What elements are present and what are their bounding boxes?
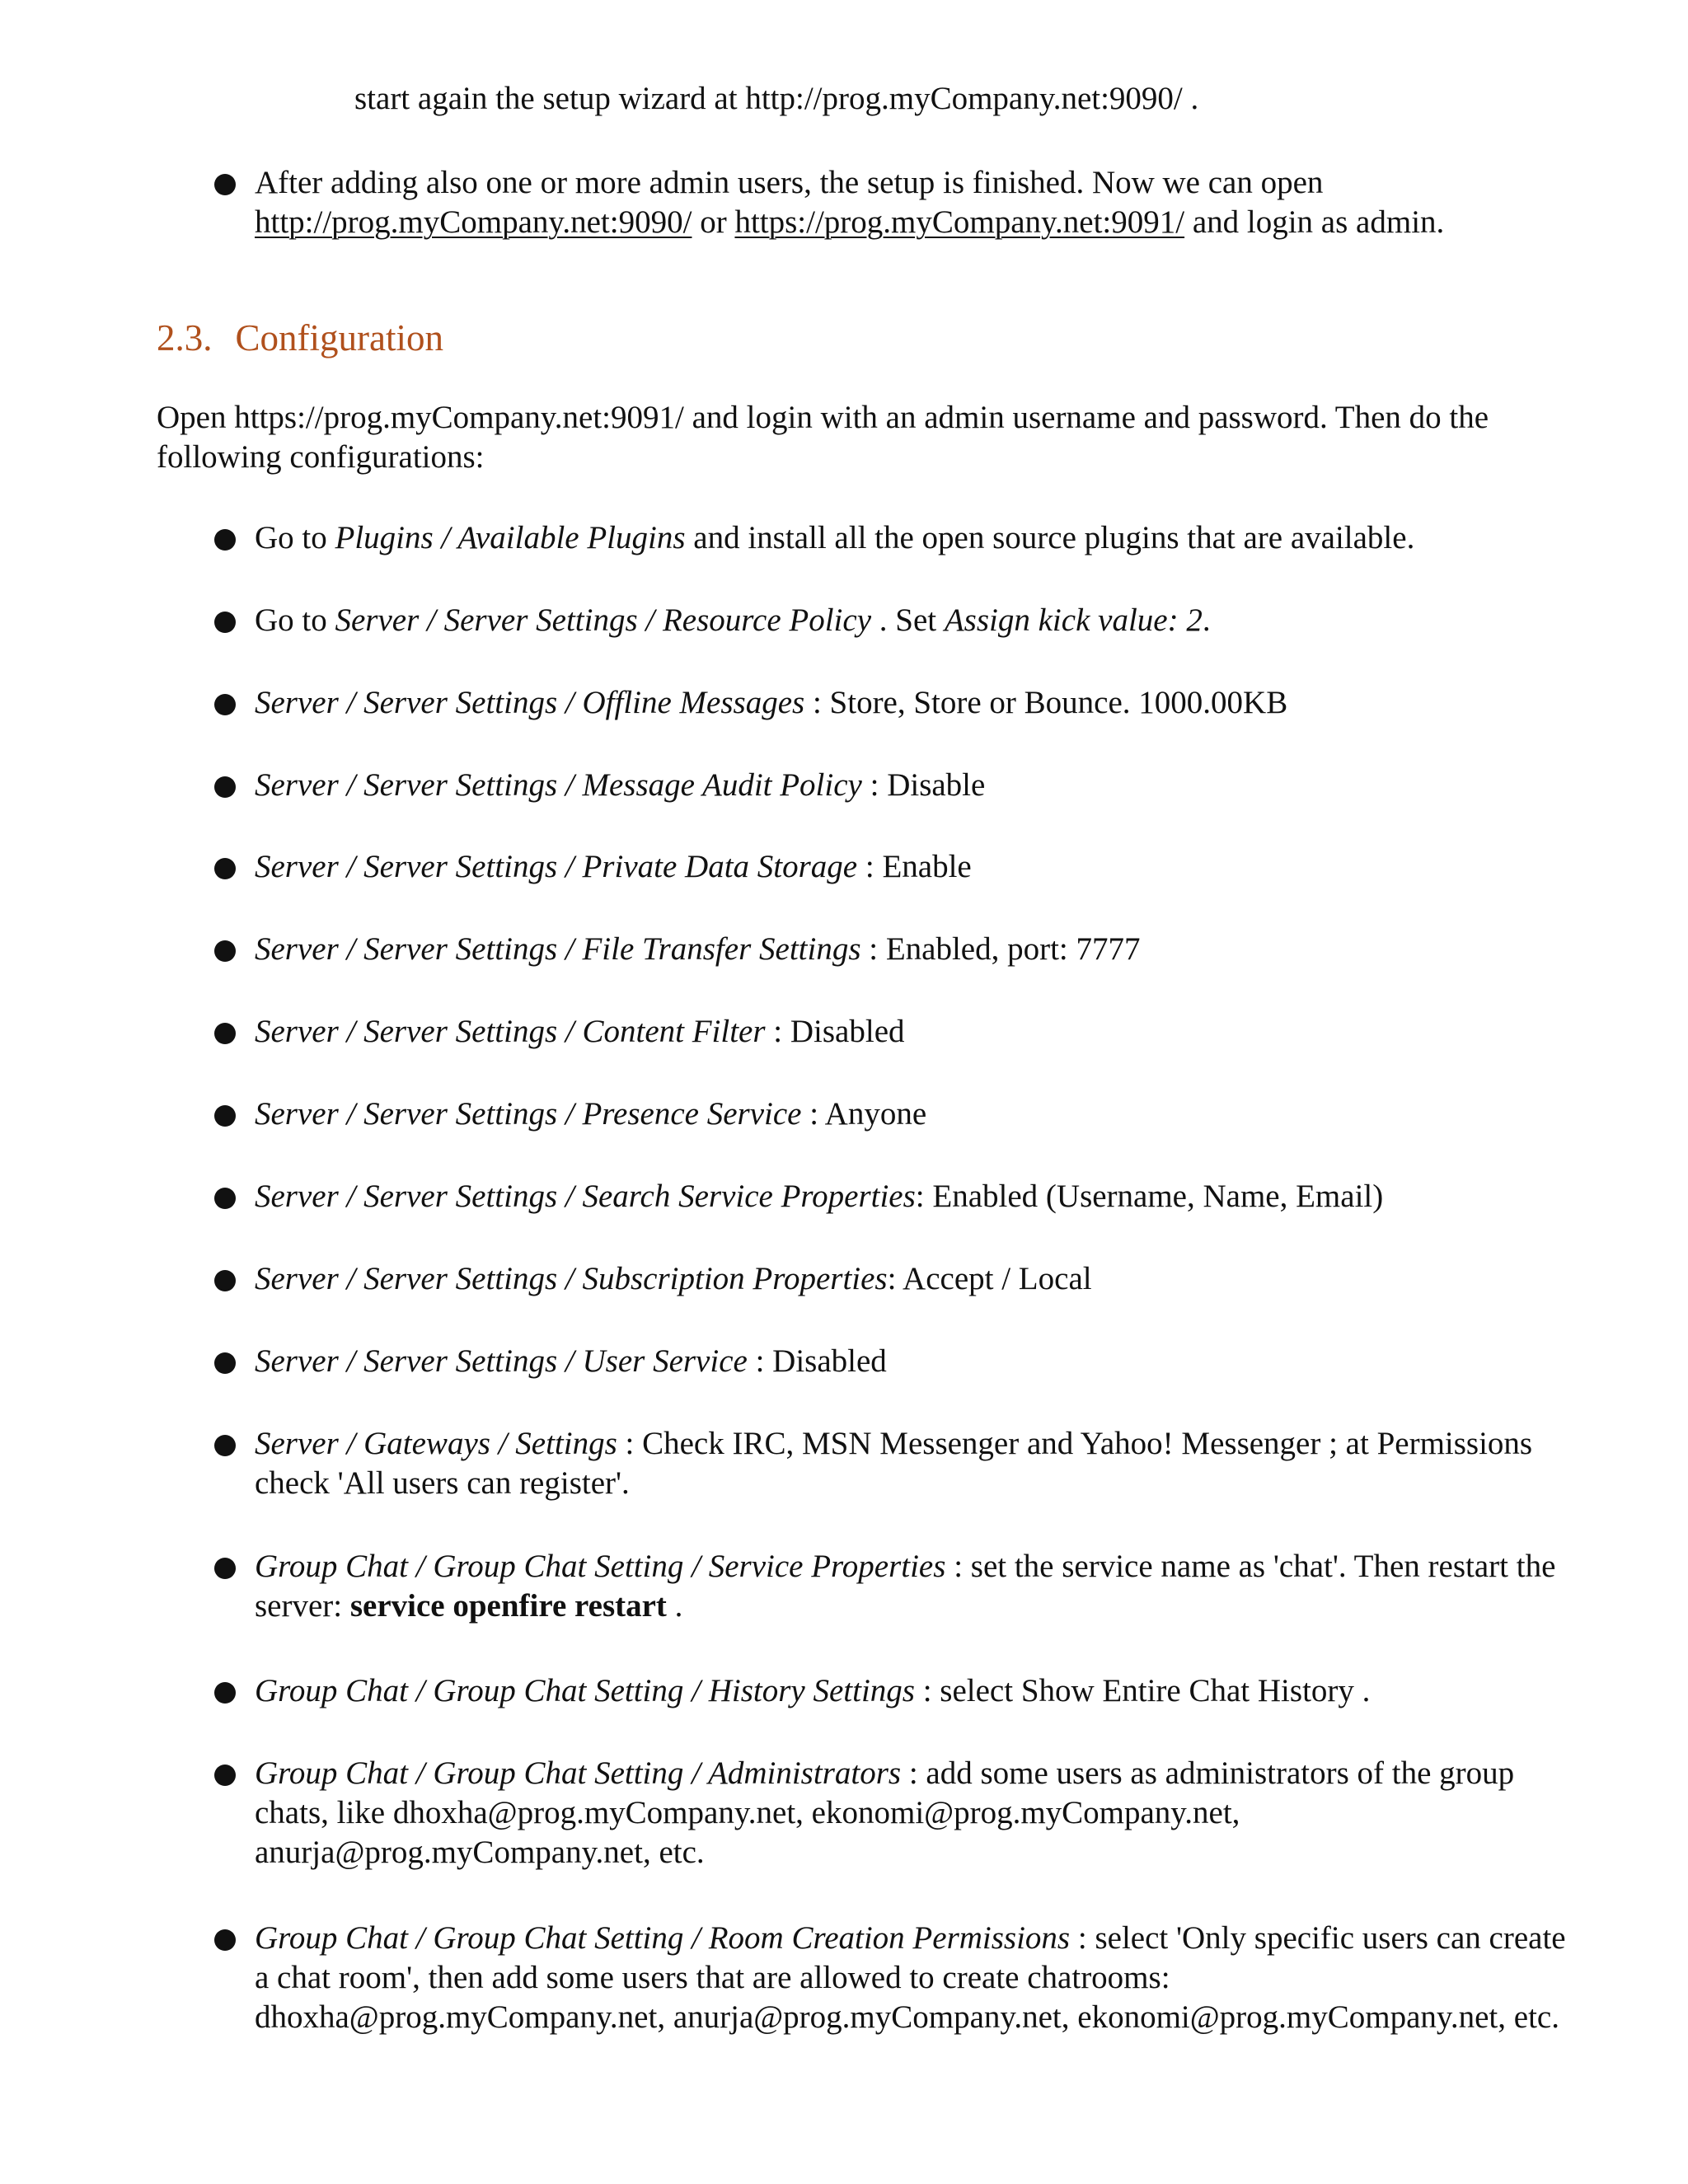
config-item-line xyxy=(255,766,985,805)
config-item-value: : set the service name as 'chat'. Then restart the xyxy=(945,1549,1556,1584)
config-item-line xyxy=(255,518,1414,558)
config-item-value: : Disabled xyxy=(765,1014,905,1049)
bullet-icon xyxy=(214,940,236,962)
bullet-icon xyxy=(214,694,236,715)
config-item-value: : select 'Only specific users can create xyxy=(1070,1920,1566,1956)
config-item-path: Plugins / Available Plugins xyxy=(335,520,686,555)
config-item-prefix: Go to xyxy=(255,520,335,555)
config-item-continuation: chats, like dhoxha@prog.myCompany.net, ekonomi@prog.myCompany.net, xyxy=(255,1795,1240,1830)
config-item-continuation: dhoxha@prog.myCompany.net, anurja@prog.myCompany.net, ekonomi@prog.myCompany.net, etc. xyxy=(255,1999,1559,2035)
config-item-value: : Disable xyxy=(861,767,986,803)
restart-command: service openfire restart xyxy=(349,1588,667,1624)
or-text: or xyxy=(692,204,735,240)
config-item-path: Server / Server Settings / Content Filter xyxy=(255,1014,766,1049)
bullet-icon xyxy=(214,174,236,195)
config-item-suffix: . xyxy=(1202,602,1211,638)
config-item-value: : Accept / Local xyxy=(887,1261,1092,1296)
config-item-line xyxy=(255,1094,926,1134)
config-item-continuation: check 'All users can register'. xyxy=(255,1465,630,1501)
config-item-line xyxy=(255,1586,1555,1626)
config-item-line xyxy=(255,601,1211,640)
config-item-continuation: a chat room', then add some users that are allowed to create chatrooms: xyxy=(255,1960,1170,1995)
config-item-prefix: Go to xyxy=(255,602,335,638)
bullet-icon xyxy=(214,1188,236,1209)
bullet-icon xyxy=(214,1682,236,1704)
config-item-value: . Set xyxy=(871,602,945,638)
config-item-line xyxy=(255,847,972,887)
bullet-icon xyxy=(214,1352,236,1374)
config-item-line xyxy=(255,1177,1383,1216)
config-item-path: Server / Server Settings / Presence Service xyxy=(255,1096,802,1132)
config-item-path: Server / Server Settings / Search Service Properties xyxy=(255,1179,916,1214)
config-item-line xyxy=(255,1793,1514,1833)
bullet-icon xyxy=(214,1270,236,1291)
config-item-line xyxy=(255,1998,1566,2037)
bullet-icon xyxy=(214,1765,236,1786)
setup-line-1: After adding also one or more admin users, the setup is finished. Now we can open xyxy=(255,165,1324,200)
admin-link-https[interactable]: https://prog.myCompany.net:9091/ xyxy=(734,204,1185,240)
config-item-line xyxy=(255,1424,1532,1464)
config-item-path: Server / Server Settings / File Transfer Settings xyxy=(255,931,861,967)
config-item-value: : Enabled, port: 7777 xyxy=(860,931,1141,967)
section-heading xyxy=(157,315,443,361)
config-item-line xyxy=(255,1671,1370,1711)
config-item-line xyxy=(255,1547,1555,1586)
config-item-path: Server / Server Settings / Message Audit Policy xyxy=(255,767,862,803)
setup-tail: and login as admin. xyxy=(1184,204,1445,240)
config-item-path: Server / Server Settings / User Service xyxy=(255,1343,748,1379)
intro-line: start again the setup wizard at http://prog.myCompany.net:9090/ . xyxy=(354,81,1199,116)
admin-link-http[interactable]: http://prog.myCompany.net:9090/ xyxy=(255,204,692,240)
config-item-value: : Anyone xyxy=(801,1096,927,1132)
config-item-line xyxy=(255,683,1287,723)
bullet-icon xyxy=(214,612,236,633)
config-item-path: Server / Server Settings / Resource Policy xyxy=(335,602,872,638)
config-item-path: Server / Server Settings / Subscription Properties xyxy=(255,1261,888,1296)
config-item-path: Group Chat / Group Chat Setting / Room Creation Permissions xyxy=(255,1920,1071,1956)
config-item-line xyxy=(255,1833,1514,1872)
section-number: 2.3. xyxy=(157,317,213,359)
config-item-line xyxy=(255,1259,1092,1299)
config-item-value: : Enabled (Username, Name, Email) xyxy=(915,1179,1384,1214)
config-item-line xyxy=(255,1012,905,1052)
config-item-continuation: anurja@prog.myCompany.net, etc. xyxy=(255,1835,705,1870)
config-item-path: Group Chat / Group Chat Setting / History Settings xyxy=(255,1673,915,1708)
paragraph-line-2: following configurations: xyxy=(157,439,485,475)
intro-paragraph xyxy=(157,398,1489,477)
bullet-icon xyxy=(214,1105,236,1127)
config-item-value: : add some users as administrators of the group xyxy=(901,1755,1515,1791)
setup-line-2 xyxy=(255,203,1444,242)
bullet-icon xyxy=(214,776,236,798)
bullet-icon xyxy=(214,529,236,551)
config-item-value: : select Show Entire Chat History . xyxy=(914,1673,1371,1708)
config-item-line xyxy=(255,1919,1566,1958)
bullet-icon xyxy=(214,1023,236,1044)
config-item-line xyxy=(255,1754,1514,1793)
config-item-line xyxy=(255,1342,887,1381)
config-item-value: : Check IRC, MSN Messenger and Yahoo! Messenger ; at Permissions xyxy=(617,1426,1533,1461)
config-item-value: : Store, Store or Bounce. 1000.00KB xyxy=(804,685,1288,720)
config-item-continuation: server: xyxy=(255,1588,350,1624)
config-item-setting: Assign kick value: 2 xyxy=(944,602,1203,638)
config-item-path: Server / Server Settings / Private Data Storage xyxy=(255,849,858,884)
config-item-value: and install all the open source plugins that are available. xyxy=(685,520,1415,555)
config-item-line xyxy=(255,1958,1566,1998)
config-item-line xyxy=(255,930,1141,969)
config-item-path: Group Chat / Group Chat Setting / Service Properties xyxy=(255,1549,946,1584)
bullet-icon xyxy=(214,1558,236,1579)
paragraph-line-1: Open https://prog.myCompany.net:9091/ and login with an admin username and password. Then do the xyxy=(157,400,1489,435)
config-item-path: Server / Gateways / Settings xyxy=(255,1426,617,1461)
bullet-icon xyxy=(214,1435,236,1456)
section-title: Configuration xyxy=(235,317,443,359)
config-item-value: : Disabled xyxy=(747,1343,887,1379)
bullet-icon xyxy=(214,1929,236,1951)
config-item-value: : Enable xyxy=(857,849,972,884)
config-item-line xyxy=(255,1464,1532,1503)
config-item-path: Server / Server Settings / Offline Messages xyxy=(255,685,805,720)
config-item-path: Group Chat / Group Chat Setting / Administrators xyxy=(255,1755,902,1791)
bullet-icon xyxy=(214,858,236,879)
config-item-suffix: . xyxy=(666,1588,683,1624)
